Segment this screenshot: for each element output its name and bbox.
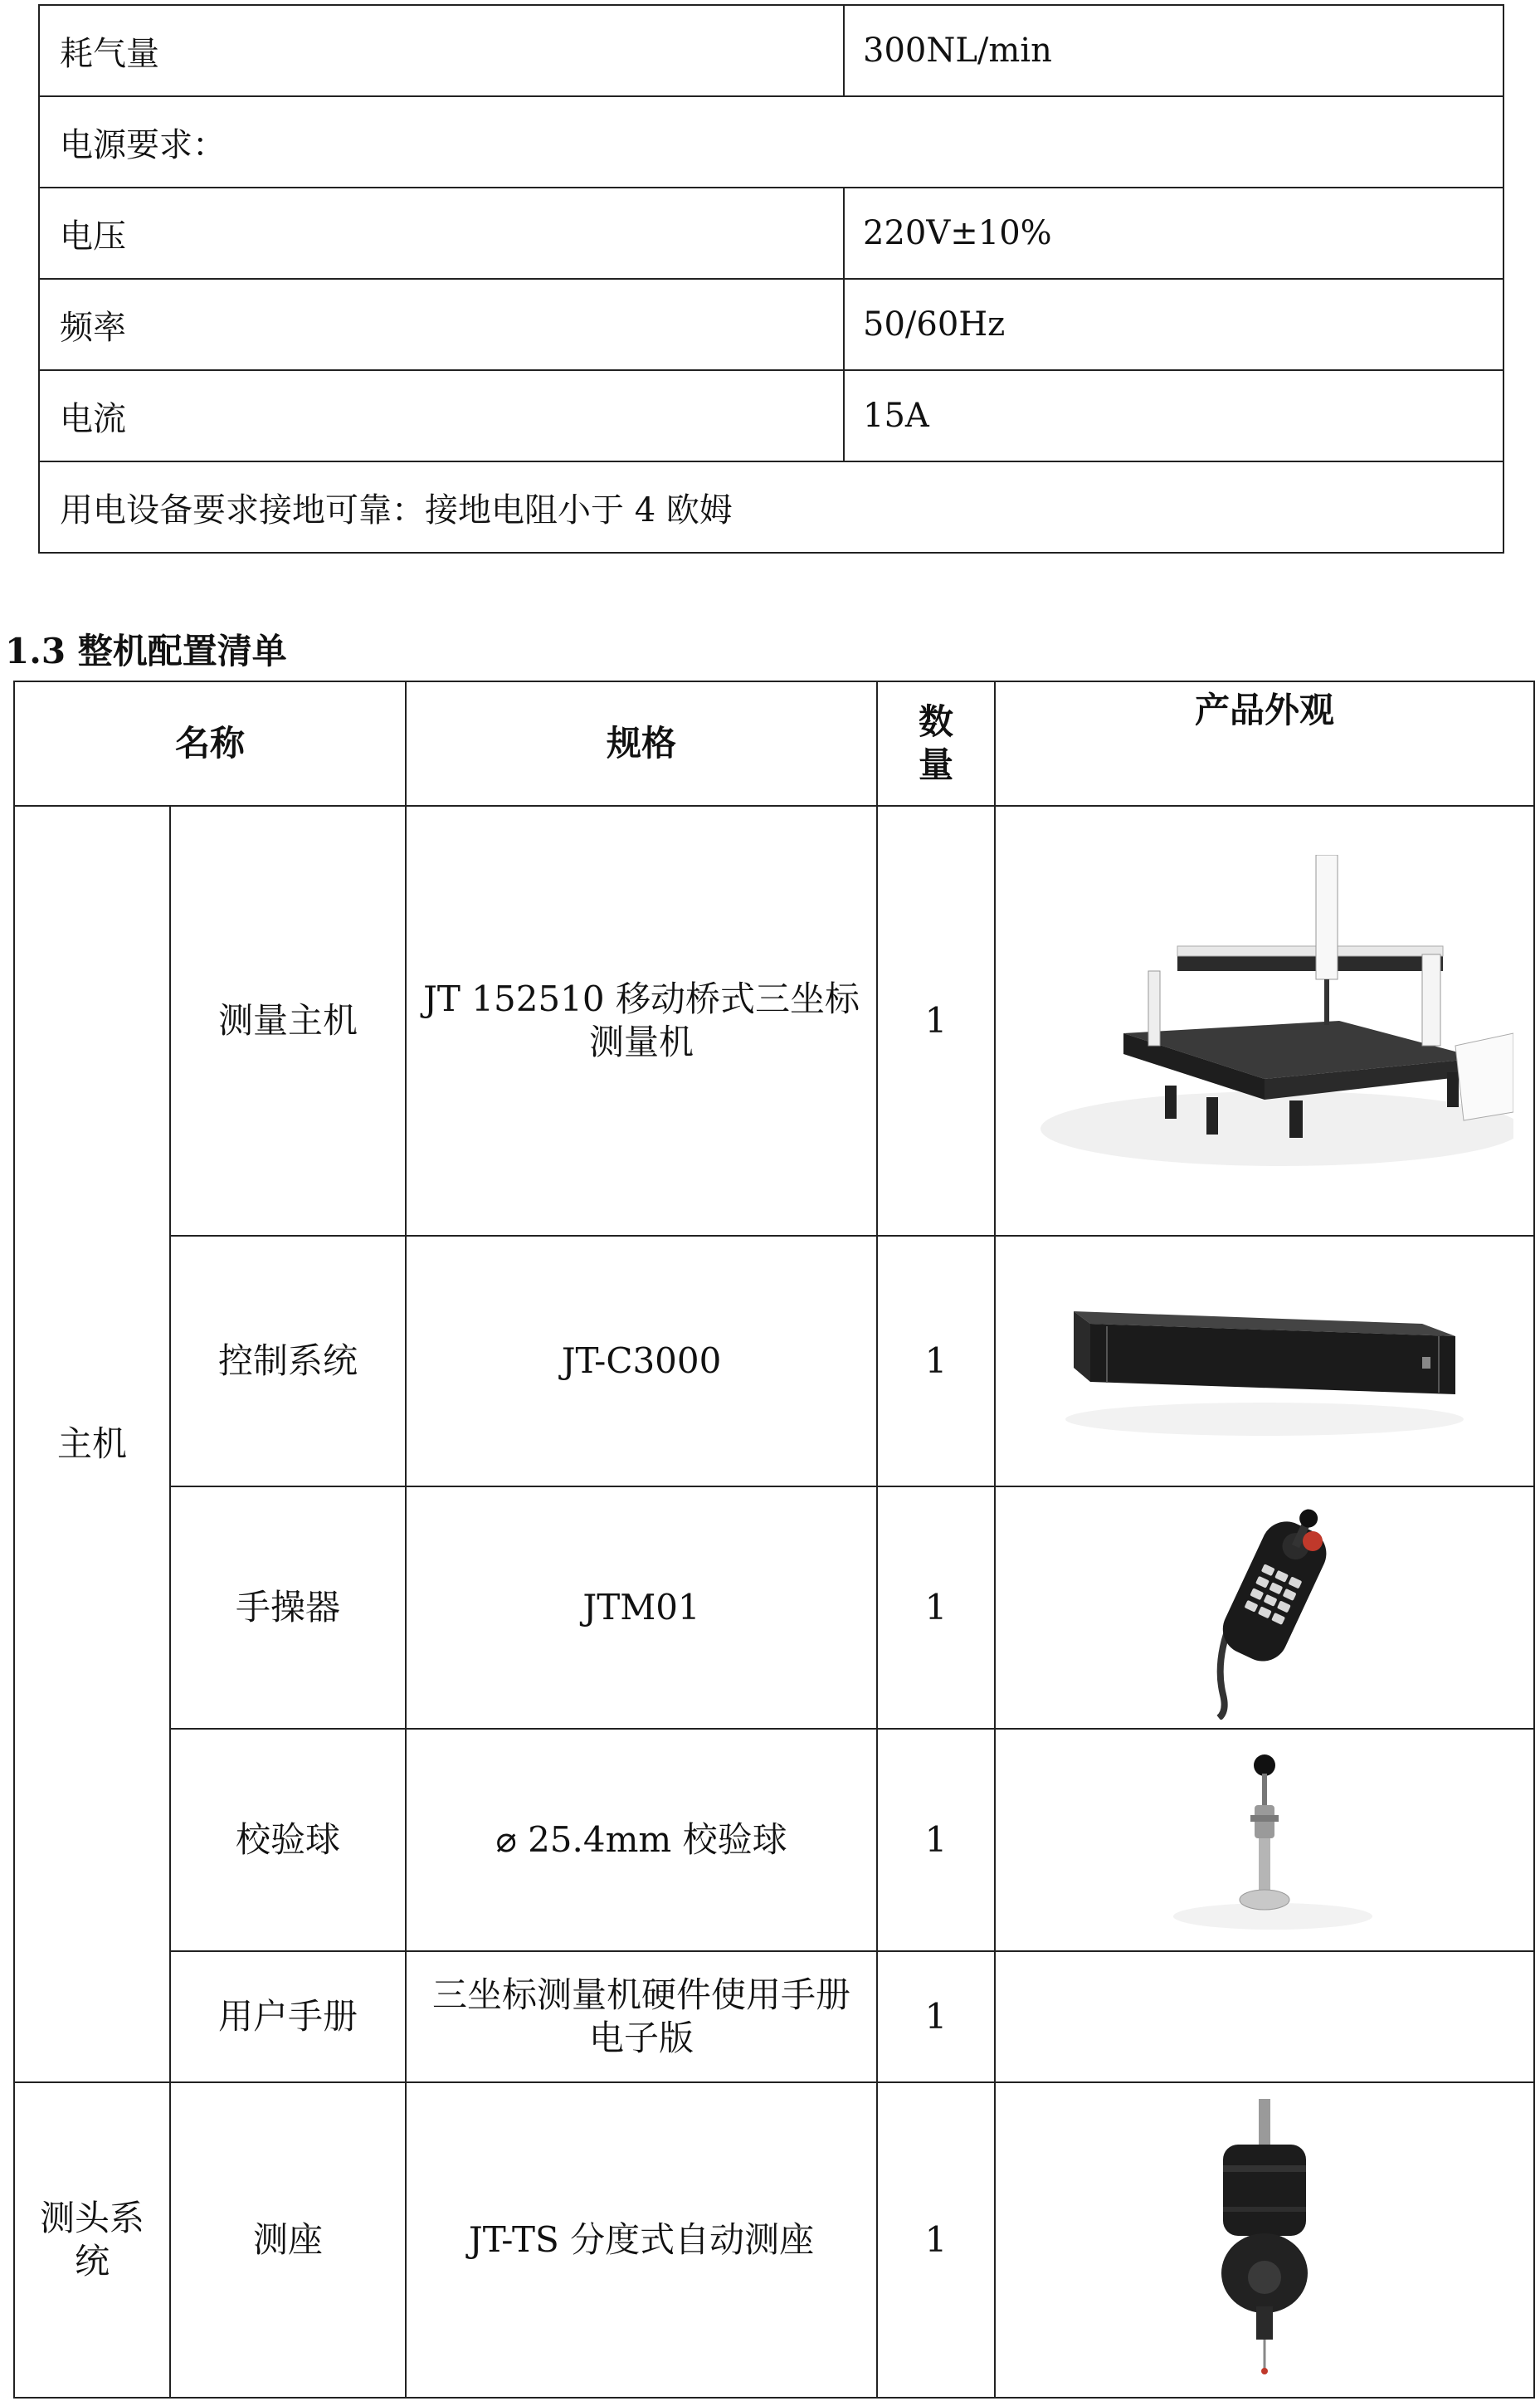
grounding-note: 用电设备要求接地可靠：接地电阻小于 4 欧姆 — [39, 461, 1503, 553]
air-consumption-label: 耗气量 — [39, 5, 844, 96]
item-spec: ⌀ 25.4mm 校验球 — [406, 1729, 877, 1951]
item-image-cell — [995, 1729, 1534, 1951]
item-image-cell — [995, 1486, 1534, 1729]
item-image-cell — [995, 1951, 1534, 2082]
power-requirements-table — [38, 4, 1504, 554]
item-name: 测座 — [170, 2082, 406, 2398]
item-name: 校验球 — [170, 1729, 406, 1951]
table-row — [39, 370, 1503, 461]
item-qty: 1 — [877, 806, 995, 1236]
table-row — [39, 96, 1503, 188]
frequency-label: 频率 — [39, 279, 844, 370]
table-row — [14, 1486, 1534, 1729]
table-row — [14, 1951, 1534, 2082]
item-image-cell — [995, 2082, 1534, 2398]
table-row — [14, 806, 1534, 1236]
configuration-table — [13, 681, 1535, 2399]
header-spec: 规格 — [406, 681, 877, 806]
item-spec: 三坐标测量机硬件使用手册电子版 — [406, 1951, 877, 2082]
table-row — [14, 1236, 1534, 1486]
item-spec: JTM01 — [406, 1486, 877, 1729]
group-main-unit: 主机 — [14, 806, 170, 2082]
section-heading: 1.3 整机配置清单 — [5, 631, 287, 671]
voltage-label: 电压 — [39, 188, 844, 279]
current-value: 15A — [844, 370, 1503, 461]
calibration-sphere-image — [1140, 1740, 1389, 1940]
item-qty: 1 — [877, 1951, 995, 2082]
item-qty: 1 — [877, 1729, 995, 1951]
probe-head-image — [1198, 2099, 1331, 2381]
header-qty-text: 数量 — [919, 700, 954, 785]
item-spec: JT 152510 移动桥式三坐标测量机 — [406, 806, 877, 1236]
group-probe-system: 测头系统 — [14, 2082, 170, 2398]
table-row — [14, 2082, 1534, 2398]
item-image-cell — [995, 1236, 1534, 1486]
power-requirements-label: 电源要求： — [39, 96, 1503, 188]
item-qty: 1 — [877, 2082, 995, 2398]
item-qty: 1 — [877, 1236, 995, 1486]
frequency-value: 50/60Hz — [844, 279, 1503, 370]
voltage-value: 220V±10% — [844, 188, 1503, 279]
table-row — [39, 461, 1503, 553]
table-row — [39, 188, 1503, 279]
air-consumption-value: 300NL/min — [844, 5, 1503, 96]
controller-box-image — [1057, 1278, 1472, 1444]
item-qty: 1 — [877, 1486, 995, 1729]
table-row — [39, 5, 1503, 96]
item-image-cell — [995, 806, 1534, 1236]
header-qty — [877, 681, 995, 806]
hand-controller-image — [1182, 1496, 1348, 1720]
item-spec: JT-C3000 — [406, 1236, 877, 1486]
table-header-row — [14, 681, 1534, 806]
header-name: 名称 — [14, 681, 406, 806]
current-label: 电流 — [39, 370, 844, 461]
item-name: 用户手册 — [170, 1951, 406, 2082]
item-name: 测量主机 — [170, 806, 406, 1236]
item-name: 手操器 — [170, 1486, 406, 1729]
cmm-machine-image — [1016, 855, 1513, 1187]
table-row — [39, 279, 1503, 370]
header-appearance: 产品外观 — [995, 681, 1534, 806]
item-spec: JT-TS 分度式自动测座 — [406, 2082, 877, 2398]
table-row — [14, 1729, 1534, 1951]
item-name: 控制系统 — [170, 1236, 406, 1486]
